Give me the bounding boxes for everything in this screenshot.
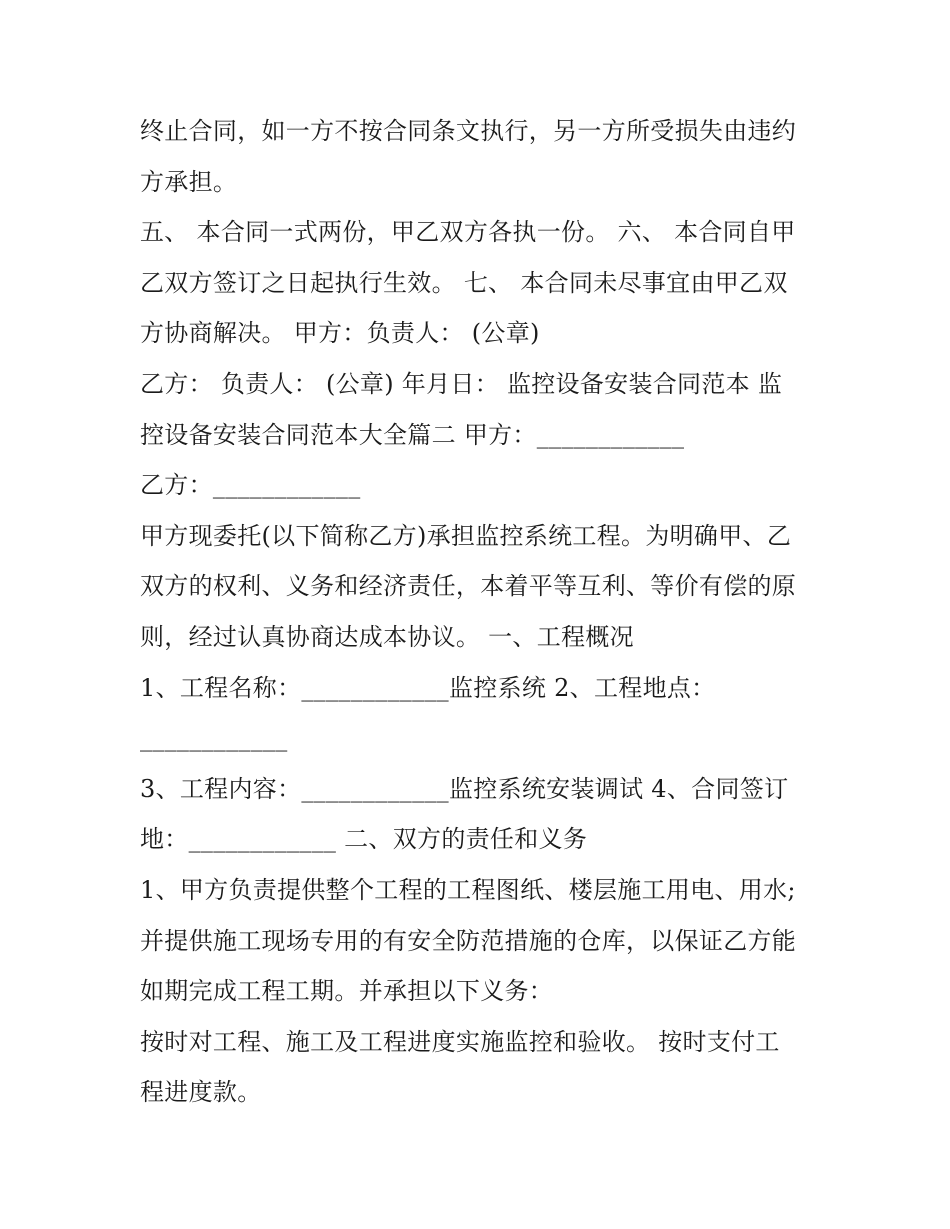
text-line: 1、工程名称：____________监控系统 2、工程地点： <box>140 673 716 702</box>
text-line: ____________ <box>140 724 288 753</box>
text-line: 3、工程内容：____________监控系统安装调试 4、合同签订 <box>140 774 789 803</box>
text-line: 终止合同，如一方不按合同条文执行，另一方所受损失由违约 <box>140 117 797 145</box>
text-line: 乙方： 负责人： (公章) 年月日： 监控设备安装合同范本 监 <box>140 369 783 398</box>
text-line: 乙双方签订之日起执行生效。 七、 本合同未尽事宜由甲乙双 <box>140 268 788 297</box>
text-line: 1、甲方负责提供整个工程的工程图纸、楼层施工用电、用水; <box>140 875 796 904</box>
text-line: 并提供施工现场专用的有安全防范措施的仓库，以保证乙方能 <box>140 926 797 955</box>
text-line: 如期完成工程工期。并承担以下义务： <box>140 977 554 1006</box>
text-line: 方协商解决。 甲方：负责人： (公章) <box>140 319 540 348</box>
text-line: 控设备安装合同范本大全篇二 甲方：____________ <box>140 420 685 449</box>
text-line: 地：____________ 二、双方的责任和义务 <box>140 825 588 854</box>
text-line: 甲方现委托(以下简称乙方)承担监控系统工程。为明确甲、乙 <box>140 521 792 550</box>
text-line: 乙方：____________ <box>140 471 361 500</box>
text-line: 双方的权利、义务和经济责任，本着平等互利、等价有偿的原 <box>140 572 797 601</box>
text-line: 则，经过认真协商达成本协议。 一、工程概况 <box>140 622 634 651</box>
text-line: 按时对工程、施工及工程进度实施监控和验收。 按时支付工 <box>140 1027 780 1056</box>
text-line: 方承担。 <box>140 167 238 196</box>
text-line: 程进度款。 <box>140 1078 262 1107</box>
contract-text <box>140 106 820 1118</box>
text-line: 五、 本合同一式两份，甲乙双方各执一份。 六、 本合同自甲 <box>140 218 796 247</box>
